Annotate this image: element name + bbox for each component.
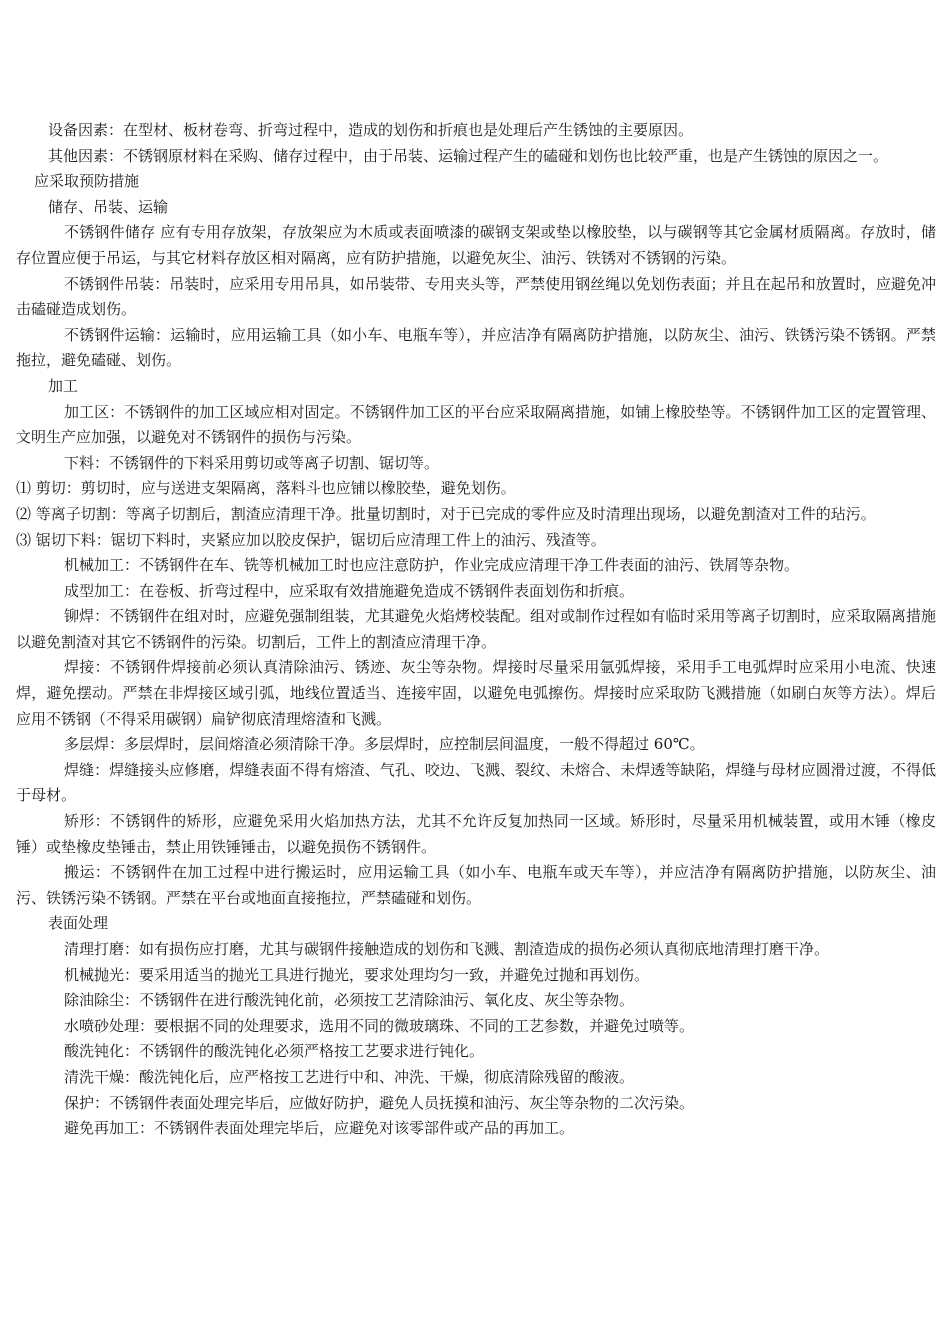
paragraph: 设备因素：在型材、板材卷弯、折弯过程中，造成的划伤和折痕也是处理后产生锈蚀的主要原因。 bbox=[48, 121, 694, 139]
paragraph: 成型加工：在卷板、折弯过程中，应采取有效措施避免造成不锈钢件表面划伤和折痕。 bbox=[64, 581, 635, 600]
paragraph: 搬运：不锈钢件在加工过程中进行搬运时，应用运输工具（如小车、电瓶车或天车等），并应洁净有隔离防护措施，以防灰尘、油污、铁锈污染不锈钢。严禁在平台或地面直接拖拉，严禁磕碰和划伤。 bbox=[16, 863, 936, 907]
list-item: ⑵ 等离子切割：等离子切割后，割渣应清理干净。批量切割时，对于已完成的零件应及时清理出现场，以避免割渣对工件的玷污。 bbox=[16, 504, 876, 523]
paragraph: 保护：不锈钢件表面处理完毕后，应做好防护，避免人员抚摸和油污、灰尘等杂物的二次污染。 bbox=[64, 1093, 695, 1112]
paragraph: 多层焊：多层焊时，层间熔渣必须清除干净。多层焊时，应控制层间温度，一般不得超过 60℃。 bbox=[64, 735, 705, 754]
paragraph: 酸洗钝化：不锈钢件的酸洗钝化必须严格按工艺要求进行钝化。 bbox=[64, 1042, 485, 1061]
paragraph: 避免再加工：不锈钢件表面处理完毕后，应避免对该零部件或产品的再加工。 bbox=[64, 1119, 575, 1138]
document-body bbox=[16, 118, 936, 1142]
paragraph: 矫形：不锈钢件的矫形，应避免采用火焰加热方法，尤其不允许反复加热同一区域。矫形时，尽量采用机械装置，或用木锤（橡皮锤）或垫橡皮垫锤击，禁止用铁锤锤击，以避免损伤不锈钢件。 bbox=[16, 812, 936, 856]
paragraph: 加工区：不锈钢件的加工区域应相对固定。不锈钢件加工区的平台应采取隔离措施，如铺上橡胶垫等。不锈钢件加工区的定置管理、文明生产应加强，以避免对不锈钢件的损伤与污染。 bbox=[16, 402, 936, 447]
paragraph: 焊缝：焊缝接头应修磨，焊缝表面不得有熔渣、气孔、咬边、飞溅、裂纹、未熔合、未焊透等缺陷，焊缝与母材应圆滑过渡，不得低于母材。 bbox=[16, 760, 936, 805]
paragraph: 焊接：不锈钢件焊接前必须认真清除油污、锈迹、灰尘等杂物。焊接时尽量采用氩弧焊接，采用手工电弧焊时应采用小电流、快速焊，避免摆动。严禁在非焊接区域引弧，地线位置适当、连接牢固，以避免电弧擦伤。焊接时应采取防飞溅措施（如刷白灰等方法）。焊后应用不锈钢（不得采用碳钢）扁铲彻底清理熔渣和飞溅。 bbox=[16, 658, 936, 728]
paragraph: 水喷砂处理：要根据不同的处理要求，选用不同的微玻璃珠、不同的工艺参数，并避免过喷等。 bbox=[64, 1016, 695, 1035]
paragraph: 清理打磨：如有损伤应打磨，尤其与碳钢件接触造成的划伤和飞溅、割渣造成的损伤必须认真彻底地清理打磨干净。 bbox=[64, 940, 830, 958]
paragraph: 其他因素：不锈钢原材料在采购、储存过程中，由于吊装、运输过程产生的磕碰和划伤也比较严重，也是产生锈蚀的原因之一。 bbox=[48, 146, 889, 165]
paragraph: 除油除尘：不锈钢件在进行酸洗钝化前，必须按工艺清除油污、氧化皮、灰尘等杂物。 bbox=[64, 991, 635, 1010]
paragraph: 机械加工：不锈钢件在车、铣等机械加工时也应注意防护，作业完成应清理干净工件表面的油污、铁屑等杂物。 bbox=[64, 556, 800, 575]
paragraph: 铆焊：不锈钢件在组对时，应避免强制组装，尤其避免火焰烤校装配。组对或制作过程如有临时采用等离子切割时，应采取隔离措施以避免割渣对其它不锈钢件的污染。切割后，工件上的割渣应清理干净。 bbox=[16, 607, 936, 651]
paragraph: 下料：不锈钢件的下料采用剪切或等离子切割、锯切等。 bbox=[64, 453, 440, 472]
section-heading: 应采取预防措施 bbox=[34, 172, 140, 191]
subsection-heading: 加工 bbox=[48, 376, 79, 395]
paragraph: 清洗干燥：酸洗钝化后，应严格按工艺进行中和、冲洗、干燥，彻底清除残留的酸液。 bbox=[64, 1067, 635, 1086]
subsection-heading: 储存、吊装、运输 bbox=[48, 197, 169, 216]
list-item: ⑴ 剪切：剪切时，应与送进支架隔离，落料斗也应铺以橡胶垫，避免划伤。 bbox=[16, 479, 516, 498]
paragraph: 不锈钢件吊装：吊装时，应采用专用吊具，如吊装带、专用夹头等，严禁使用钢丝绳以免划伤表面；并且在起吊和放置时，应避免冲击磕碰造成划伤。 bbox=[16, 274, 936, 319]
paragraph: 机械抛光：要采用适当的抛光工具进行抛光，要求处理均匀一致，并避免过抛和再划伤。 bbox=[64, 965, 650, 984]
subsection-heading: 表面处理 bbox=[48, 914, 109, 933]
paragraph: 不锈钢件储存 应有专用存放架，存放架应为木质或表面喷漆的碳钢支架或垫以橡胶垫，以与碳钢等其它金属材质隔离。存放时，储存位置应便于吊运，与其它材料存放区相对隔离，应有防护措施，以避免灰尘、油污、铁锈对不锈钢的污染。 bbox=[16, 223, 936, 267]
paragraph: 不锈钢件运输：运输时，应用运输工具（如小车、电瓶车等），并应洁净有隔离防护措施，以防灰尘、油污、铁锈污染不锈钢。严禁拖拉，避免磕碰、划伤。 bbox=[16, 325, 936, 370]
list-item: ⑶ 锯切下料：锯切下料时，夹紧应加以胶皮保护，锯切后应清理工件上的油污、残渣等。 bbox=[16, 530, 606, 549]
